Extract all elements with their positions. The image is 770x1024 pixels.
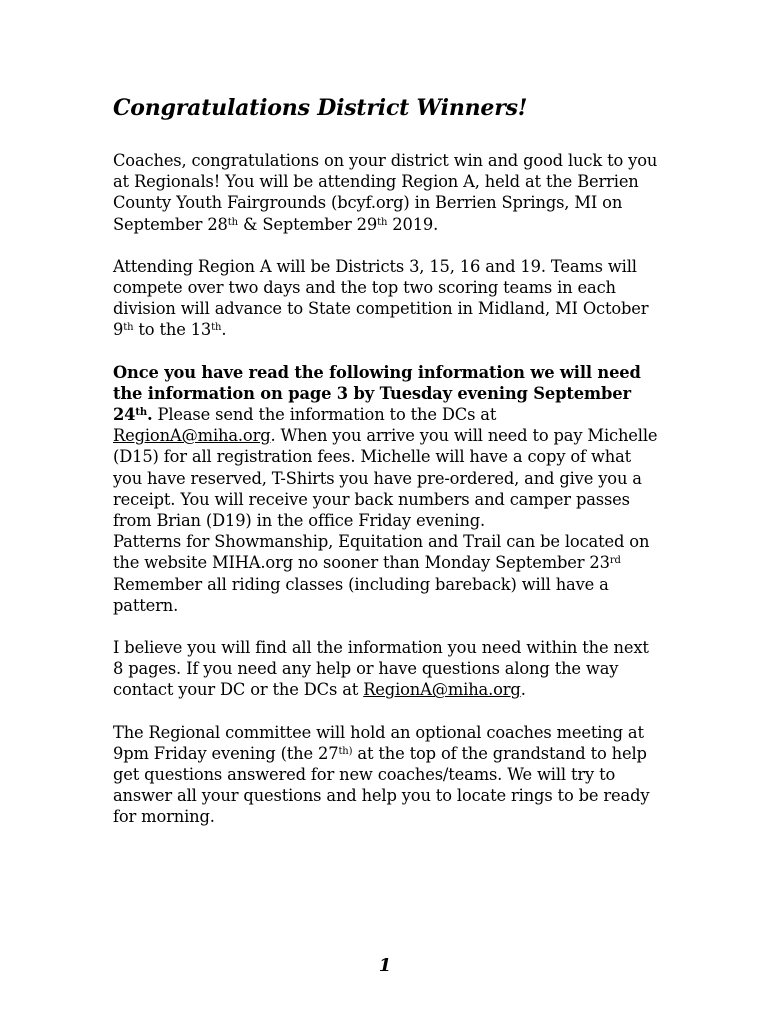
superscript: th): [338, 745, 353, 757]
page-number: 1: [378, 955, 392, 976]
superscript: rd: [609, 555, 621, 567]
paragraph-patterns-text: Remember all riding classes (including bareback) will have a pattern.: [113, 574, 609, 615]
superscript: th: [123, 322, 134, 334]
deadline-text: .: [146, 405, 153, 425]
superscript: th: [377, 216, 388, 228]
paragraph-instructions-text: Please send the information to the DCs at: [152, 405, 497, 425]
paragraph-attending-text: Attending Region A will be Districts 3, 15, 16 and 19. Teams will compete over two days and the top two scoring teams in each division will advance to State competition in Midland, MI October 9: [113, 256, 649, 340]
paragraph-meeting-text: The Regional committee will hold an optional coaches meeting at 9pm Friday evening (the 27: [113, 722, 644, 763]
paragraph-intro: [113, 150, 661, 235]
paragraph-help-text: .: [520, 680, 526, 700]
paragraph-attending: [113, 256, 661, 341]
paragraph-intro-text: 2019.: [387, 214, 439, 234]
paragraph-instructions-text: . When you arrive you will need to pay Michelle (D15) for all registration fees. Michelle will have a copy of what you have reserved, T-Shirts you have pre-ordered, and give you a receipt. You will receive your back numbers and camper passes from Brian (D19) in the office Friday evening.: [113, 426, 658, 531]
paragraph-help-text: I believe you will find all the information you need within the next 8 pages. If you need any help or have questions along the way contact your DC or the DCs at: [113, 638, 649, 700]
paragraph-patterns-text: Patterns for Showmanship, Equitation and Trail can be located on the website MIHA.org no sooner than Monday September 23: [113, 532, 650, 573]
email-link[interactable]: RegionA@miha.org: [363, 680, 521, 700]
page-title: Congratulations District Winners!: [113, 95, 528, 121]
superscript: th: [211, 322, 222, 334]
document-page: [113, 92, 661, 828]
paragraph-intro-text: & September 29: [237, 214, 378, 234]
paragraph-help: [113, 637, 661, 701]
superscript: th: [135, 407, 147, 419]
paragraph-meeting: [113, 722, 661, 828]
paragraph-attending-text: to the 13: [133, 320, 212, 340]
paragraph-intro-text: Coaches, congratulations on your district win and good luck to you at Regionals! You will be attending Region A, held at the Berrien County Youth Fairgrounds (bcyf.org) in Berrien Springs, MI on September 28: [113, 151, 658, 234]
paragraph-patterns: [113, 531, 661, 616]
paragraph-instructions: [113, 362, 661, 532]
email-link[interactable]: RegionA@miha.org: [113, 426, 271, 446]
paragraph-attending-text: .: [221, 320, 227, 340]
superscript: th: [227, 216, 238, 228]
deadline-text: Once you have read the following information we will need the information on page 3 by Tuesday evening September 24: [113, 362, 641, 425]
paragraph-meeting-text: at the top of the grandstand to help get questions answered for new coaches/teams. We will try to answer all your questions and help you to locate rings to be ready for morning.: [113, 743, 650, 827]
